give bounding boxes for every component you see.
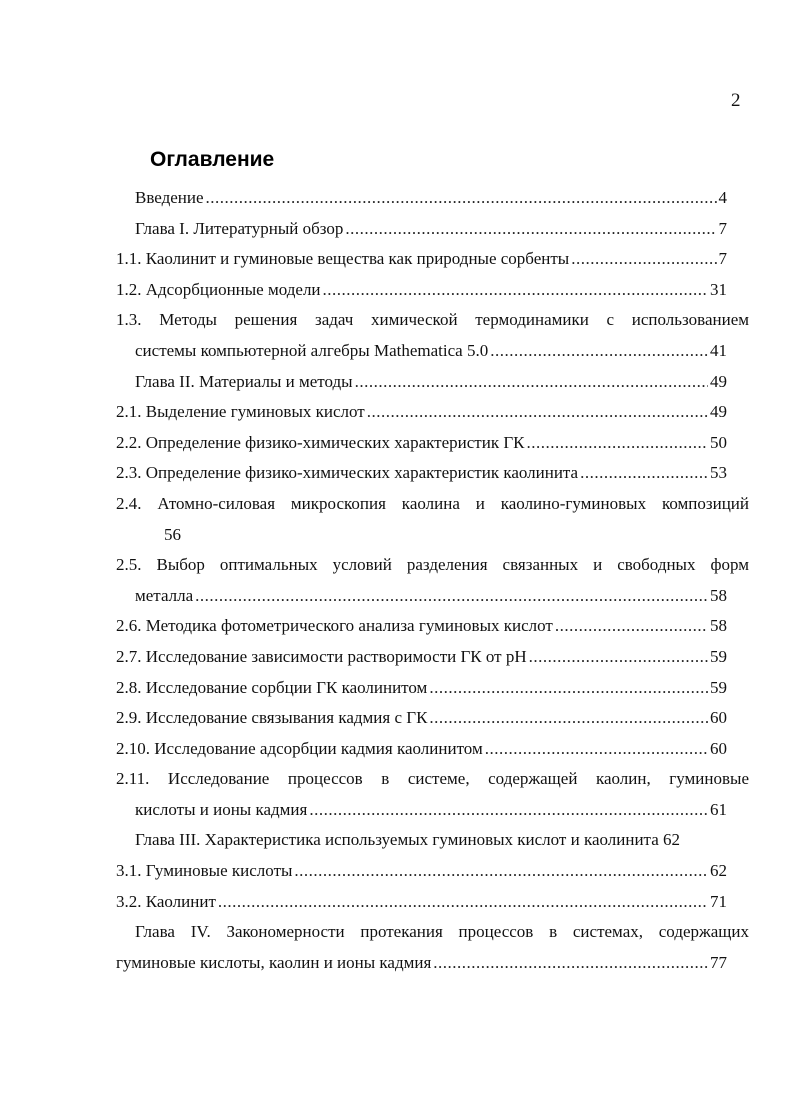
toc-entry-label: 2.2. Определение физико-химических характеристик ГК: [116, 432, 525, 452]
toc-entry-continuation: [0, 948, 793, 979]
toc-entry-page: 56: [164, 524, 181, 544]
dot-leader: [433, 948, 708, 979]
toc-entry-page: 41: [710, 340, 727, 360]
toc-entry-page: 61: [710, 799, 727, 819]
dot-leader: [555, 611, 708, 642]
toc-entry-label: 1.1. Каолинит и гуминовые вещества как природные сорбенты: [116, 249, 570, 269]
toc-entry-page: 71: [710, 891, 727, 911]
toc-entry-line1: 2.11. Исследование процессов в системе, содержащей каолин, гуминовые: [116, 769, 749, 789]
toc-entry: [0, 825, 793, 856]
toc-entry-page: 49: [710, 371, 727, 391]
toc-entry: [0, 764, 793, 795]
toc-entry-continuation: [0, 581, 793, 612]
toc-entry-line1: 1.3. Методы решения задач химической термодинамики с использованием: [116, 310, 749, 330]
toc-entry-page: 58: [710, 616, 727, 636]
toc-entry-label: 3.1. Гуминовые кислоты: [116, 861, 293, 881]
toc-entry-label: 2.10. Исследование адсорбции кадмия каолинитом: [116, 738, 483, 758]
toc-entry: [0, 550, 793, 581]
toc-title: Оглавление: [150, 148, 275, 171]
toc-entry-label: металла: [135, 585, 194, 605]
toc-entry: [0, 734, 793, 765]
toc-entry: [0, 458, 793, 489]
toc-entry-page: 7: [718, 218, 727, 238]
toc-entry-line1: 2.4. Атомно-силовая микроскопия каолина и каолино-гуминовых композиций: [116, 493, 749, 513]
dot-leader: [529, 642, 708, 673]
dot-leader: [323, 275, 708, 306]
toc-entry-label: кислоты и ионы кадмия: [135, 799, 308, 819]
toc-entry-label: 2.8. Исследование сорбции ГК каолинитом: [116, 677, 428, 697]
dot-leader: [367, 397, 708, 428]
toc-entry-label: 2.7. Исследование зависимости растворимости ГК от pH: [116, 646, 527, 666]
toc-entry: [0, 489, 793, 520]
toc-entry: [0, 214, 793, 245]
toc-entry-page: 53: [710, 463, 727, 483]
toc-entry: [0, 642, 793, 673]
toc-entry-label: 2.6. Методика фотометрического анализа гуминовых кислот: [116, 616, 553, 636]
dot-leader: [195, 581, 708, 612]
toc-entry-page: 60: [710, 708, 727, 728]
toc-entry: [0, 887, 793, 918]
toc-entry-label: Введение: [135, 188, 204, 207]
dot-leader: [485, 734, 708, 765]
toc-entry-page: 31: [710, 279, 727, 299]
toc-entry-label: 2.1. Выделение гуминовых кислот: [116, 402, 365, 422]
toc-entry-label: гуминовые кислоты, каолин и ионы кадмия: [116, 952, 432, 972]
toc-entry: [0, 611, 793, 642]
dot-leader: [580, 458, 708, 489]
toc-entry-page: 50: [710, 432, 727, 452]
dot-leader: [294, 856, 708, 887]
toc-entry-page: 7: [718, 249, 727, 269]
toc-entry: [0, 367, 793, 398]
dot-leader: [309, 795, 708, 826]
toc-entry-page: 77: [710, 952, 727, 972]
toc-entry-continuation: [0, 336, 793, 367]
toc-entry-page: 49: [710, 402, 727, 422]
toc-entry-page: 58: [710, 585, 727, 605]
toc-entry-label: 2.9. Исследование связывания кадмия с ГК: [116, 708, 428, 728]
toc-entry-line1: Глава IV. Закономерности протекания процессов в системах, содержащих: [135, 922, 749, 942]
dot-leader: [490, 336, 708, 367]
toc-entry: [0, 183, 793, 214]
toc-entry: [0, 703, 793, 734]
toc-entry-page: 4: [718, 188, 727, 207]
dot-leader: [355, 367, 708, 398]
toc-entry: [0, 397, 793, 428]
toc-entry: [0, 244, 793, 275]
toc-entry-continuation: [0, 520, 793, 551]
dot-leader: [206, 183, 717, 214]
toc-entry-page: 60: [710, 738, 727, 758]
toc-entry-label: Глава II. Материалы и методы: [135, 371, 353, 391]
toc-entry-continuation: [0, 795, 793, 826]
toc-entry: [0, 275, 793, 306]
toc-entry-page: 62: [710, 861, 727, 881]
toc-entry-label: Глава III. Характеристика используемых гуминовых кислот и каолинита 62: [135, 830, 680, 850]
page-number: 2: [731, 90, 741, 111]
toc-entry: [0, 305, 793, 336]
toc-entry: [0, 917, 793, 948]
toc-entry-page: 59: [710, 677, 727, 697]
toc-entry-page: 59: [710, 646, 727, 666]
dot-leader: [345, 214, 716, 245]
toc-entry-label: 1.2. Адсорбционные модели: [116, 279, 321, 299]
toc-entry-label: 2.3. Определение физико-химических характеристик каолинита: [116, 463, 579, 483]
toc-entry-label: 3.2. Каолинит: [116, 891, 216, 911]
dot-leader: [429, 703, 708, 734]
table-of-contents: [0, 183, 793, 978]
toc-entry: [0, 856, 793, 887]
toc-entry-line1: 2.5. Выбор оптимальных условий разделения связанных и свободных форм: [116, 555, 749, 575]
dot-leader: [571, 244, 716, 275]
toc-entry: [0, 428, 793, 459]
toc-entry-label: системы компьютерной алгебры Mathematica 5.0: [135, 340, 489, 360]
dot-leader: [218, 887, 708, 918]
dot-leader: [429, 673, 708, 704]
toc-entry: [0, 673, 793, 704]
dot-leader: [527, 428, 709, 459]
toc-entry-label: Глава I. Литературный обзор: [135, 218, 344, 238]
